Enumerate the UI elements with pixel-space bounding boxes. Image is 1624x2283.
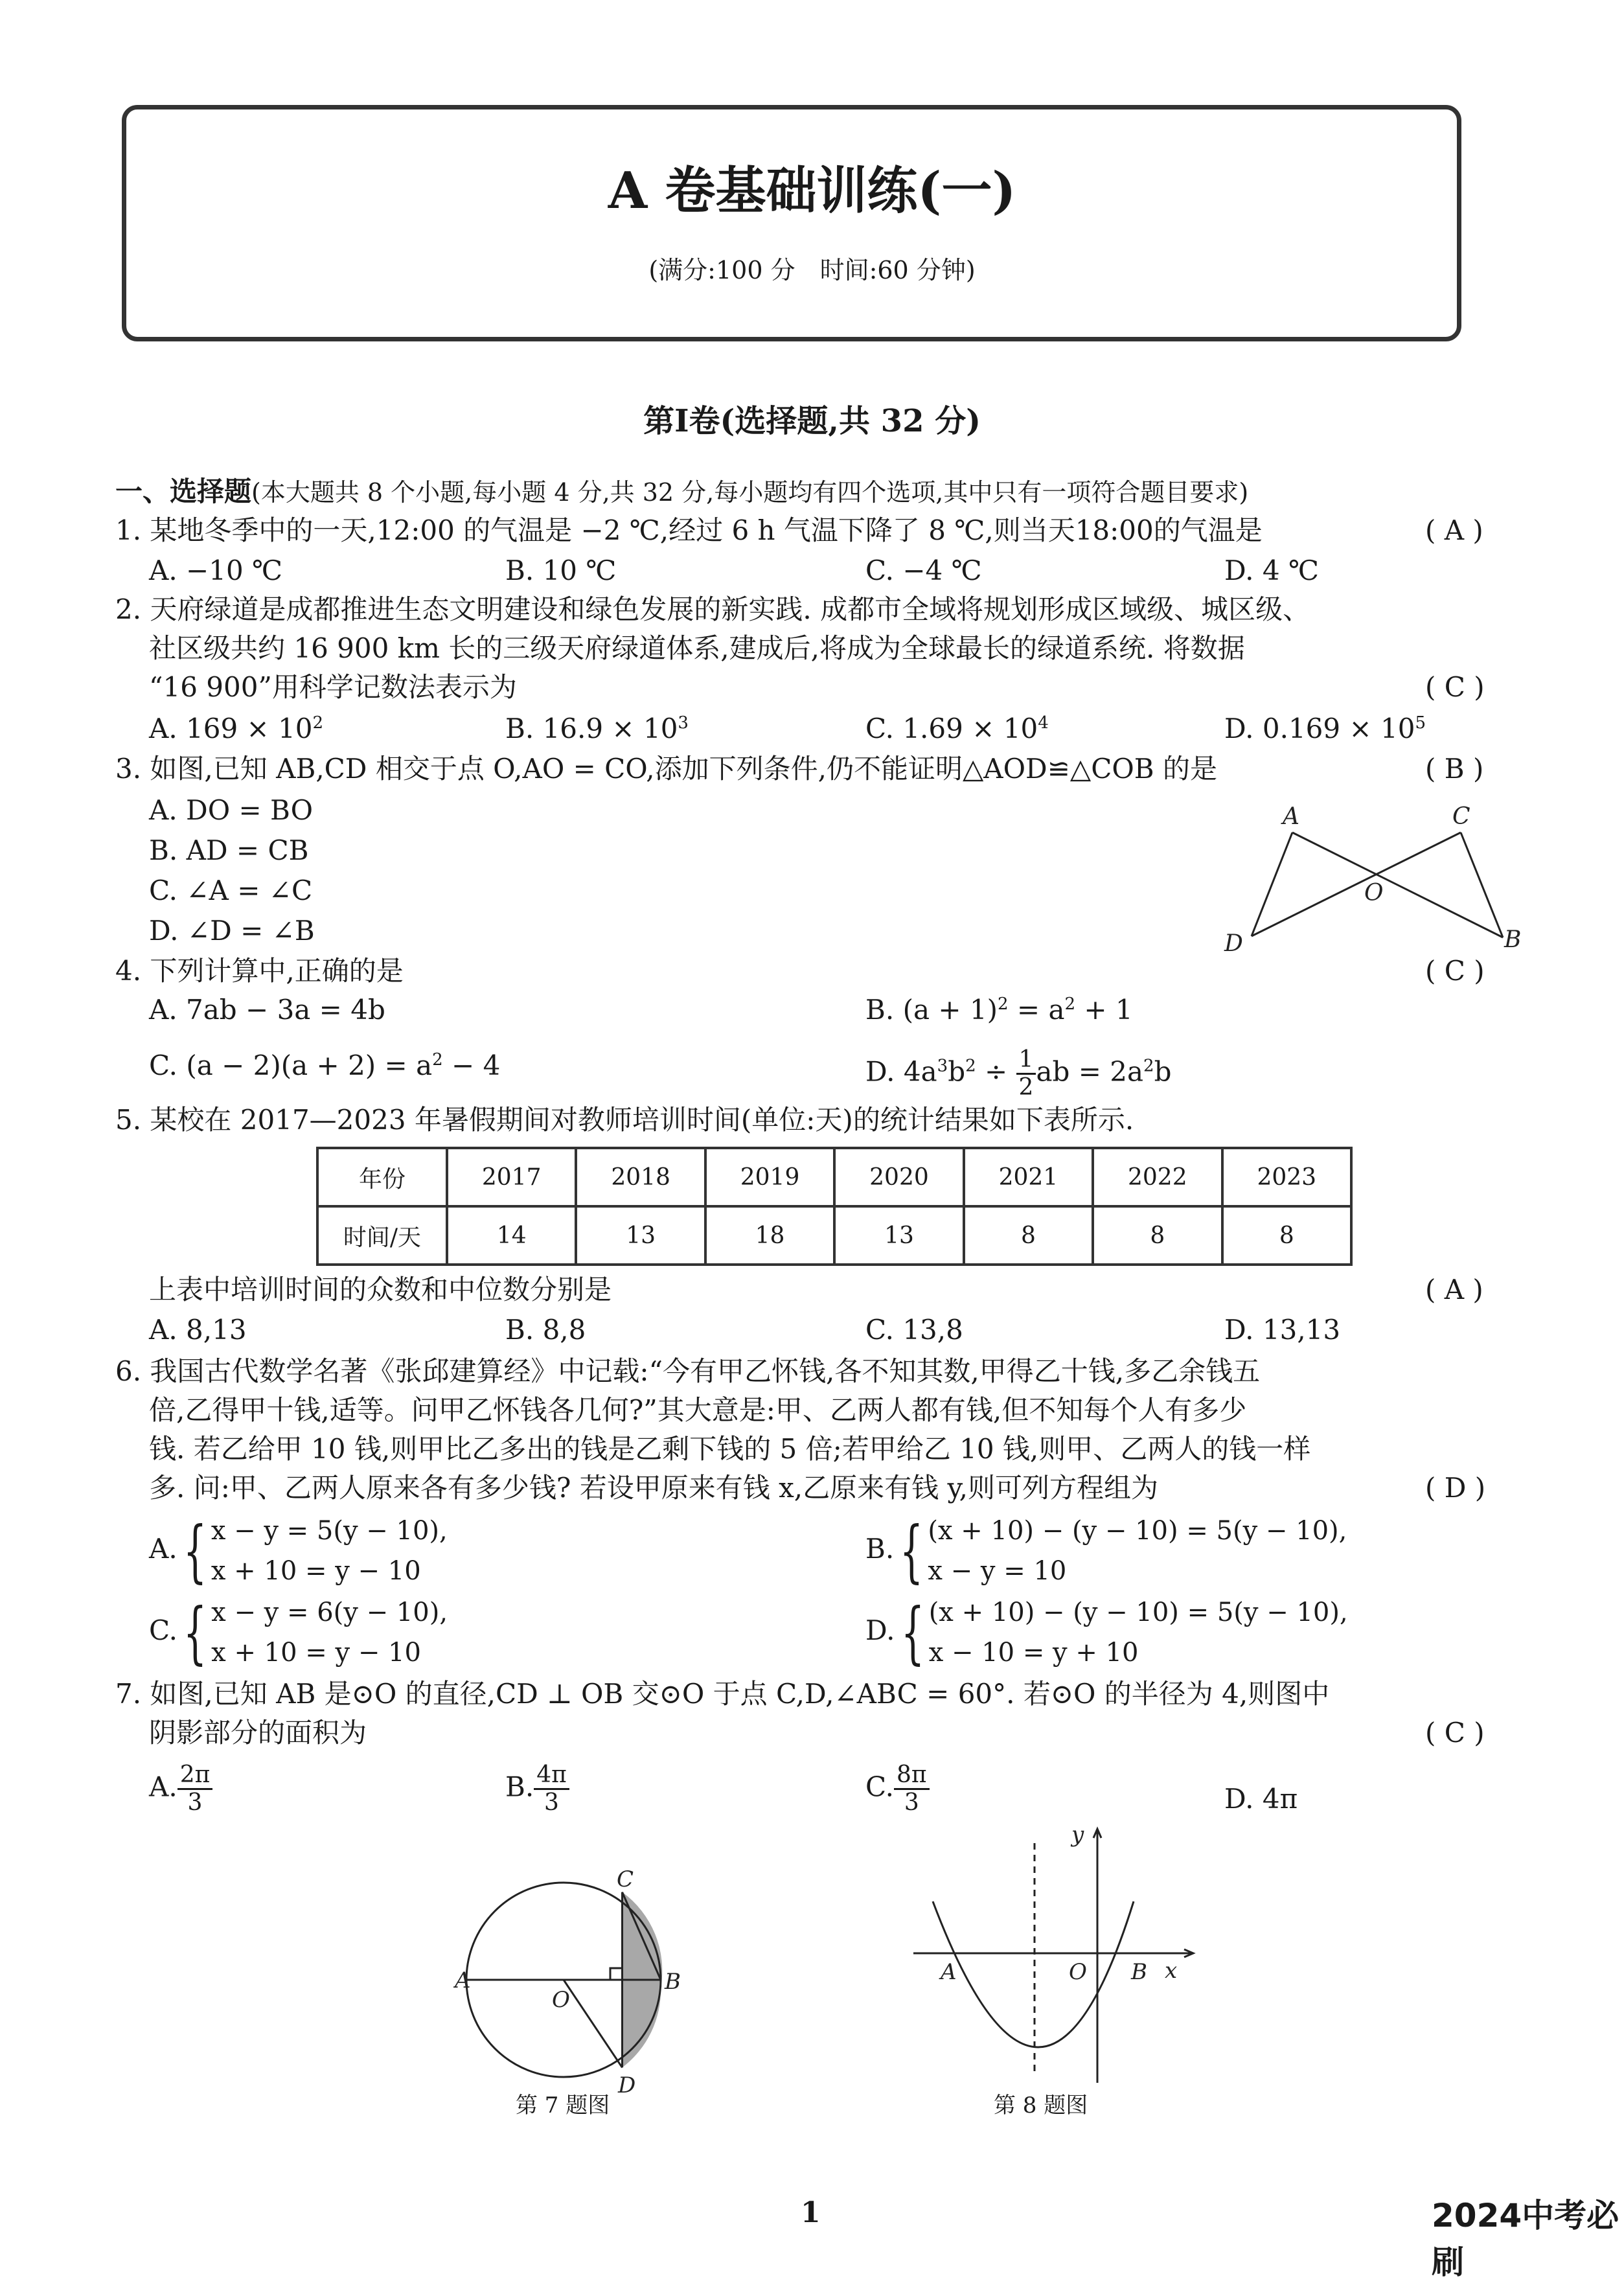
q1-option-a: A. −10 ℃ — [149, 555, 283, 586]
q3-segment-cd — [1252, 832, 1461, 936]
table-cell: 8 — [1222, 1206, 1351, 1265]
fig7-label-a: A — [455, 1968, 471, 1993]
q5-option-c: C. 13,8 — [865, 1314, 963, 1346]
question-5-question: 上表中培训时间的众数和中位数分别是 — [149, 1274, 612, 1305]
q2-option-b: B. $16.9 \times 10^3$ — [505, 713, 689, 744]
table-cell: 8 — [964, 1206, 1093, 1265]
q1-option-d: D. 4 ℃ — [1224, 555, 1319, 586]
question-1-stem: 1. 某地冬季中的一天,12:00 的气温是 −2 ℃,经过 6 h 气温下降了 8 ℃,则当天18:00的气温是 — [115, 514, 1263, 546]
question-2-line-1: 2. 天府绿道是成都推进生态文明建设和绿色发展的新实践. 成都市全域将规划形成区域级、城区级、 — [115, 593, 1310, 625]
question-2-line-2: 社区级共约 16 900 km 长的三级天府绿道体系,建成后,将成为全球最长的绿道系统. 将数据 — [149, 632, 1245, 664]
question-7-answer: ( C ) — [1425, 1717, 1485, 1749]
q2-option-a: A. $169 \times 10^2$ — [149, 713, 324, 744]
table-header-days: 时间/天 — [317, 1206, 447, 1265]
q1-option-b: B. 10 ℃ — [505, 555, 617, 586]
question-1-answer: ( A ) — [1425, 514, 1483, 546]
question-4-answer: ( C ) — [1425, 955, 1485, 987]
q3-segment-cb — [1461, 832, 1503, 937]
table-cell: 2019 — [705, 1148, 834, 1206]
q5-option-a: A. 8,13 — [149, 1314, 247, 1346]
fig8-label-a: A — [941, 1959, 957, 1985]
q7-option-c: C. $\frac{8\pi}{3}$ — [865, 1762, 930, 1816]
table-cell: 2023 — [1222, 1148, 1351, 1206]
page-number: 1 — [801, 2196, 821, 2229]
fig7-label-d: D — [618, 2072, 636, 2098]
brand-logo: 2024中考必刷 — [1432, 2197, 1619, 2281]
figure-7 — [453, 1859, 713, 2105]
figure-7-caption: 第 7 题图 — [516, 2093, 610, 2118]
section-heading-label: 一、选择题 — [115, 476, 252, 507]
q1-option-c: C. −4 ℃ — [865, 555, 982, 586]
fig8-label-y: y — [1071, 1822, 1084, 1848]
q3-label-a: A — [1283, 803, 1299, 830]
training-table — [316, 1147, 1353, 1266]
table-cell: 2017 — [447, 1148, 576, 1206]
table-cell: 2018 — [576, 1148, 705, 1206]
title-frame — [122, 105, 1461, 341]
question-6-line-2: 倍,乙得甲十钱,适等。问甲乙怀钱各几何?”其大意是:甲、乙两人都有钱,但不知每个人有多少 — [149, 1394, 1247, 1426]
exam-info: (满分:100 分 时间:60 分钟) — [648, 256, 976, 284]
q4-option-d: D. $4a^3b^2$ ÷ $\frac{1}{2}$ ab = $2a^2b$ — [865, 1046, 1172, 1101]
fig7-right-angle-mark — [610, 1968, 623, 1980]
table-cell: 2020 — [834, 1148, 963, 1206]
question-6-answer: ( D ) — [1425, 1472, 1486, 1504]
table-cell: 13 — [834, 1206, 963, 1265]
q2-option-d: D. $0.169 \times 10^5$ — [1224, 713, 1426, 744]
q4-fraction: $\frac{1}{2}$ — [1016, 1047, 1036, 1101]
fig7-label-b: B — [665, 1969, 681, 1995]
question-6-line-3: 钱. 若乙给甲 10 钱,则甲比乙多出的钱是乙剩下钱的 5 倍;若甲给乙 10 钱,则甲、乙两人的钱一样 — [149, 1433, 1311, 1465]
q3-figure — [1211, 803, 1548, 959]
q3-option-b: B. AD = CB — [149, 834, 309, 866]
q7-option-a: A. $\frac{2\pi}{3}$ — [149, 1762, 212, 1816]
q3-segment-ab — [1292, 832, 1503, 937]
table-cell: 18 — [705, 1206, 834, 1265]
q3-label-b: B — [1504, 926, 1522, 953]
fig8-label-o: O — [1069, 1959, 1087, 1985]
question-2-answer: ( C ) — [1425, 671, 1485, 703]
q3-option-c: C. ∠A = ∠C — [149, 875, 313, 906]
question-7-line-1: 7. 如图,已知 AB 是⊙O 的直径,CD ⊥ OB 交⊙O 于点 C,D,∠ABC = 60°. 若⊙O 的半径为 4,则图中 — [115, 1678, 1330, 1710]
q3-segment-ad — [1252, 832, 1292, 936]
question-3-answer: ( B ) — [1425, 753, 1484, 785]
table-row-years — [317, 1148, 1351, 1206]
q3-option-a: A. DO = BO — [149, 794, 314, 826]
table-cell: 2021 — [964, 1148, 1093, 1206]
figure-8-caption: 第 8 题图 — [994, 2093, 1088, 2118]
q4-option-a: A. 7ab − 3a = 4b — [149, 994, 385, 1026]
fig8-label-b: B — [1131, 1959, 1147, 1985]
q3-label-d: D — [1224, 930, 1243, 957]
fig8-label-x: x — [1165, 1958, 1178, 1984]
table-cell: 13 — [576, 1206, 705, 1265]
q3-label-c: C — [1452, 803, 1470, 830]
question-6-line-4: 多. 问:甲、乙两人原来各有多少钱? 若设甲原来有钱 x,乙原来有钱 y,则可列方程组为 — [149, 1472, 1158, 1504]
question-6-line-1: 6. 我国古代数学名著《张邱建算经》中记载:“今有甲乙怀钱,各不知其数,甲得乙十钱,多乙余钱五 — [115, 1355, 1261, 1387]
question-7-line-2: 阴影部分的面积为 — [149, 1717, 367, 1749]
q3-label-o: O — [1364, 880, 1384, 906]
fig8-parabola — [933, 1901, 1134, 2047]
q2-option-c: C. $1.69 \times 10^4$ — [865, 713, 1049, 744]
table-cell: 2022 — [1093, 1148, 1222, 1206]
fig7-segment-od — [564, 1980, 623, 2067]
question-2-line-3: “16 900”用科学记数法表示为 — [149, 671, 517, 703]
q5-option-d: D. 13,13 — [1224, 1314, 1341, 1346]
question-3-stem: 3. 如图,已知 AB,CD 相交于点 O,AO = CO,添加下列条件,仍不能证明△AOD≌△COB 的是 — [115, 753, 1217, 785]
q3-option-d: D. ∠D = ∠B — [149, 915, 315, 946]
part-title: 第Ⅰ卷(选择题,共 32 分) — [643, 403, 981, 439]
table-cell: 14 — [447, 1206, 576, 1265]
table-row-days — [317, 1206, 1351, 1265]
q6-option-a: A.{ x − y = 5(y − 10), x + 10 = y − 10 — [149, 1511, 448, 1590]
fig7-label-o: O — [552, 1987, 570, 2013]
figure-8 — [907, 1817, 1205, 2089]
q4-option-c: C. $(a - 2)(a + 2) = a^2 - 4$ — [149, 1050, 501, 1081]
question-5-stem: 5. 某校在 2017—2023 年暑假期间对教师培训时间(单位:天)的统计结果如下表所示. — [115, 1104, 1134, 1136]
q5-option-b: B. 8,8 — [505, 1314, 586, 1346]
table-cell: 8 — [1093, 1206, 1222, 1265]
question-4-stem: 4. 下列计算中,正确的是 — [115, 955, 404, 987]
q7-option-d: D. 4π — [1224, 1783, 1298, 1815]
page-title: A 卷基础训练(一) — [608, 161, 1016, 220]
section-note: (本大题共 8 个小题,每小题 4 分,共 32 分,每小题均有四个选项,其中只有一项符合题目要求) — [251, 478, 1249, 507]
section-heading — [115, 473, 1248, 511]
q6-option-c: C.{ x − y = 6(y − 10), x + 10 = y − 10 — [149, 1593, 448, 1672]
fig7-label-c: C — [617, 1866, 634, 1892]
q6-option-d: D.{ (x + 10) − (y − 10) = 5(y − 10), x − 10 = y + 10 — [865, 1593, 1348, 1672]
q7-option-b: B. $\frac{4\pi}{3}$ — [505, 1762, 569, 1816]
question-5-answer: ( A ) — [1425, 1274, 1483, 1305]
q6-option-b: B.{ (x + 10) − (y − 10) = 5(y − 10), x − y = 10 — [865, 1511, 1347, 1590]
table-header-year: 年份 — [317, 1148, 447, 1206]
q4-option-b: B. $(a + 1)^2 = a^2 + 1$ — [865, 994, 1133, 1026]
